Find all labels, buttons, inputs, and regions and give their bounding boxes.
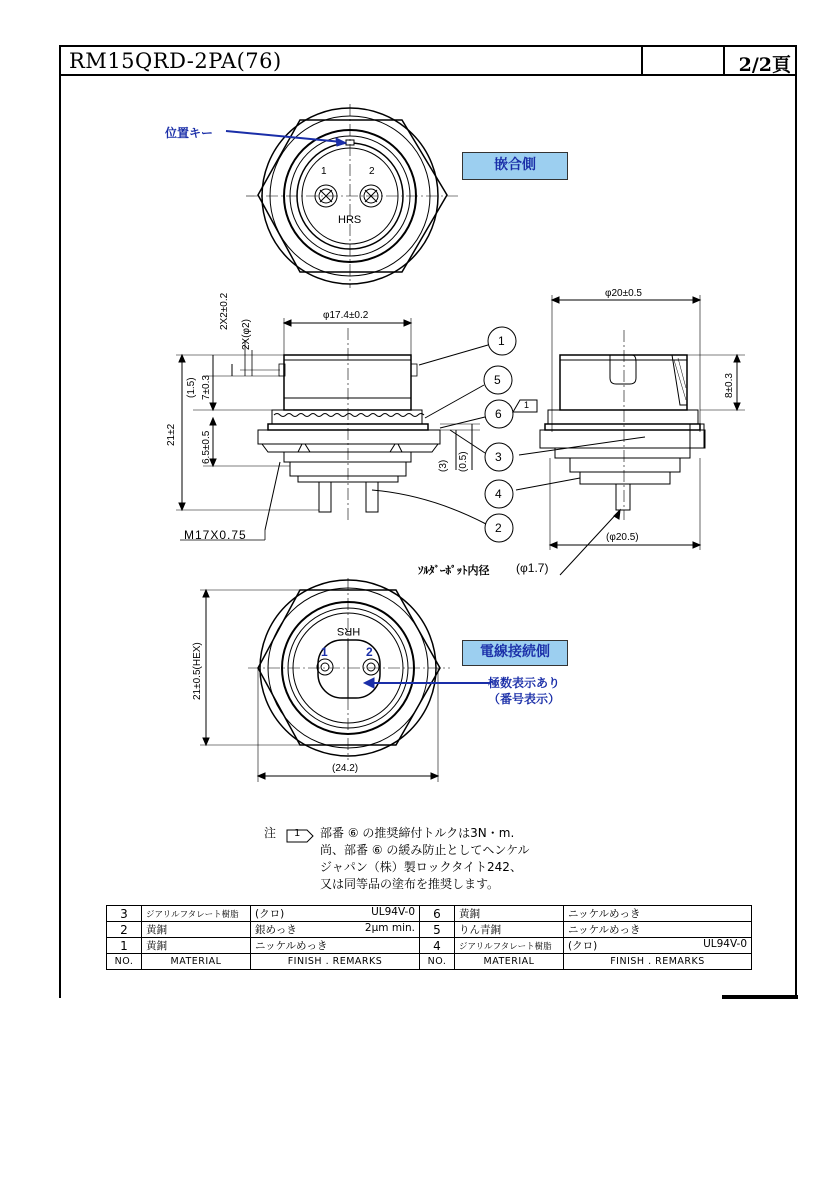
- balloon-6: 6: [495, 407, 502, 421]
- bottom-view: [200, 578, 490, 782]
- balloon-5: 5: [494, 373, 501, 387]
- dim-7: 7±0.3: [201, 375, 212, 400]
- cell-material: ジアリルフタレート樹脂: [455, 938, 564, 954]
- header-finish: FINISH . REMARKS: [564, 954, 752, 970]
- cell-material: 黄銅: [455, 906, 564, 922]
- table-row: [107, 906, 752, 922]
- table-row: [107, 922, 752, 938]
- polarity-note-1: 極数表示あり: [488, 676, 561, 690]
- bottom-contact-1: 1: [321, 645, 328, 659]
- cell-finish: (クロ) UL94V-0: [251, 906, 420, 922]
- polarity-note-2: （番号表示）: [488, 692, 561, 706]
- drawing-title: RM15QRD-2PA(76): [69, 49, 282, 73]
- dim-base-dia: (φ20.5): [606, 532, 639, 543]
- top-logo: HRS: [338, 214, 362, 226]
- cell-finish: ニッケルめっき: [251, 938, 420, 954]
- cell-finish: ニッケルめっき: [564, 906, 752, 922]
- cell-finish: ニッケルめっき: [564, 922, 752, 938]
- dim-6-5: 6.5±0.5: [201, 430, 212, 464]
- dim-width: (24.2): [332, 763, 359, 774]
- balloon-4: 4: [495, 487, 502, 501]
- top-contact-2: 2: [369, 166, 375, 177]
- dim-height: 8±0.3: [724, 373, 735, 398]
- dim-hex: 21±0.5(HEX): [192, 642, 203, 700]
- dim-body-dia: φ17.4±0.2: [323, 310, 369, 321]
- bottom-logo: HRS: [337, 625, 361, 637]
- cell-no: 1: [107, 938, 142, 954]
- mating-side-label: 嵌合側: [462, 152, 568, 180]
- front-view: [176, 318, 537, 542]
- balloon-1: 1: [498, 334, 505, 348]
- balloon-3: 3: [495, 450, 502, 464]
- cell-material: 黄銅: [142, 922, 251, 938]
- thread-label: M17X0.75: [184, 528, 247, 542]
- cell-material: りん青銅: [455, 922, 564, 938]
- key-label: 位置キー: [165, 126, 214, 140]
- wire-side-label: 電線接続側: [462, 640, 568, 666]
- bottom-contact-2: 2: [366, 645, 373, 659]
- page-number: 2/2頁: [738, 54, 791, 76]
- table-row: [107, 938, 752, 954]
- notes-block: [264, 825, 530, 891]
- note-line-4: 又は同等品の塗布を推奨します。: [320, 877, 500, 891]
- balloon-2: 2: [495, 521, 502, 535]
- cell-material: ジアリルフタレート樹脂: [142, 906, 251, 922]
- cell-no: 2: [107, 922, 142, 938]
- dim-outer-dia: φ20±0.5: [605, 288, 642, 299]
- dim-pin-dia: 2X(φ2): [241, 319, 252, 350]
- header-no: NO.: [420, 954, 455, 970]
- note-line-2: 尚、部番 ⑥ の緩み防止としてヘンケル: [320, 843, 530, 857]
- cell-no: 6: [420, 906, 455, 922]
- top-view: [226, 104, 458, 288]
- header-material: MATERIAL: [455, 954, 564, 970]
- table-header-row: [107, 954, 752, 970]
- note-prefix: 注: [264, 826, 277, 840]
- note-line-1: 部番 ⑥ の推奨締付トルクは3N・m.: [320, 826, 515, 840]
- note-flag: 1: [294, 828, 301, 839]
- solder-pot-label: ｿﾙﾀﾞｰﾎﾟｯﾄ内径: [418, 565, 490, 577]
- cell-finish: 銀めっき 2μm min.: [251, 922, 420, 938]
- cell-no: 5: [420, 922, 455, 938]
- note-line-3: ジャパン（株）製ロックタイト242、: [320, 860, 522, 874]
- balloon-flag-1: 1: [524, 400, 530, 410]
- solder-pot-dim: (φ1.7): [516, 561, 549, 575]
- header-no: NO.: [107, 954, 142, 970]
- dim-1-5: (1.5): [186, 377, 197, 398]
- cell-finish: (クロ) UL94V-0: [564, 938, 752, 954]
- header-finish: FINISH . REMARKS: [251, 954, 420, 970]
- header-material: MATERIAL: [142, 954, 251, 970]
- cell-no: 4: [420, 938, 455, 954]
- dim-0-5: (0.5): [458, 451, 469, 472]
- parts-table: [106, 905, 752, 970]
- cell-material: 黄銅: [142, 938, 251, 954]
- top-contact-1: 1: [321, 166, 327, 177]
- dim-3: (3): [438, 459, 449, 472]
- cell-no: 3: [107, 906, 142, 922]
- dim-pin-spacing: 2X2±0.2: [219, 292, 230, 330]
- dim-21: 21±2: [166, 423, 177, 446]
